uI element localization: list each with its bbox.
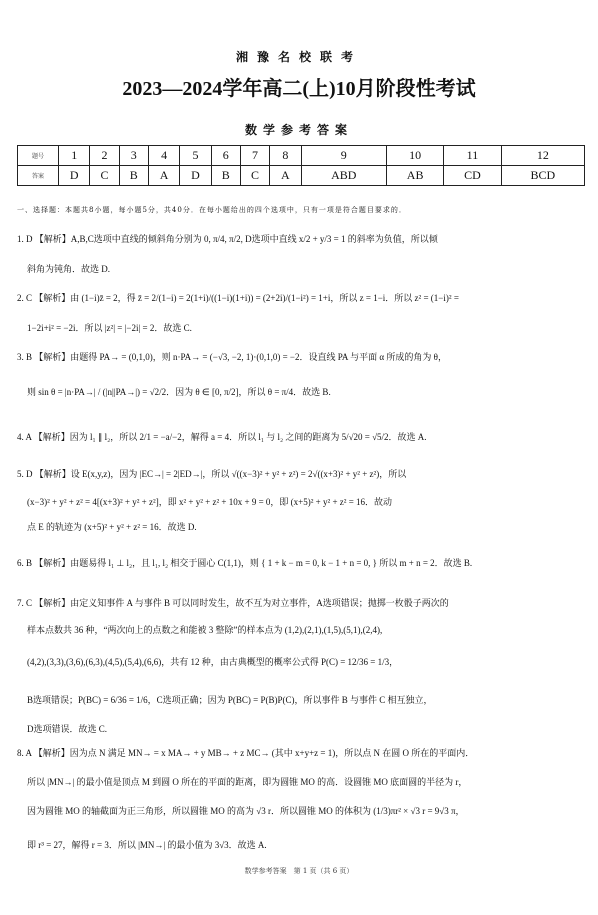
question-number: 5 xyxy=(180,146,211,166)
question-number: 2 xyxy=(90,146,119,166)
solution-2-line-2: 1−2i+i² = −2i．所以 |z²| = |−2i| = 2．故选 C. xyxy=(27,323,192,333)
solution-8-line-4: 即 r³ = 27，解得 r = 3．所以 |MN→| 的最小值为 3√3．故选 A. xyxy=(27,840,267,850)
question-number: 6 xyxy=(211,146,240,166)
answer-cell: C xyxy=(240,166,269,186)
solution-2-line-1: 2. C 【解析】由 (1−i)z̄ = 2，得 z̄ = 2/(1−i) = 2(1+i)/((1−i)(1+i)) = (2+2i)/(1−i²) = 1+i，所以 z = 1−i．所以 z² = (1−i)² = xyxy=(17,293,459,303)
question-number: 11 xyxy=(444,146,501,166)
section-heading: 一、选择题：本题共8小题，每小题5分，共40分．在每小题给出的四个选项中，只有一项是符合题目要求的． xyxy=(17,206,407,214)
solution-1-line-1: 1. D 【解析】A,B,C选项中直线的倾斜角分别为 0, π/4, π/2, D选项中直线 x/2 + y/3 = 1 的斜率为负值，所以倾 xyxy=(17,234,438,244)
solution-5-line-2: (x−3)² + y² + z² = 4[(x+3)² + y² + z²]，即 x² + y² + z² + 10x + 9 = 0，即 (x+5)² + y² + z² = 16．故动 xyxy=(27,497,393,507)
solution-5-line-3: 点 E 的轨迹为 (x+5)² + y² + z² = 16．故选 D. xyxy=(27,522,197,532)
exam-title: 2023—2024学年高二(上)10月阶段性考试 xyxy=(122,78,476,100)
question-number: 10 xyxy=(386,146,443,166)
solution-8-line-1: 8. A 【解析】因为点 N 满足 MN→ = x MA→ + y MB→ + z MC→ (其中 x+y+z = 1)，所以点 N 在圆 O 所在的平面内． xyxy=(17,748,475,758)
question-number-label: 题号 xyxy=(18,146,59,166)
exam-org-title: 湘豫名校联考 xyxy=(235,50,362,64)
answer-cell: ABD xyxy=(301,166,386,186)
answer-cell: D xyxy=(59,166,90,186)
question-number: 1 xyxy=(59,146,90,166)
answer-table-answer-row xyxy=(18,166,585,186)
question-number: 7 xyxy=(240,146,269,166)
answer-key-subtitle: 数学参考答案 xyxy=(244,123,353,137)
answer-cell: BCD xyxy=(501,166,584,186)
question-number: 12 xyxy=(501,146,584,166)
answer-cell: AB xyxy=(386,166,443,186)
page-footer: 数学参考答案 第 1 页（共 6 页） xyxy=(244,867,354,875)
answer-cell: C xyxy=(90,166,119,186)
question-number: 8 xyxy=(270,146,301,166)
solution-7-line-2: 样本点数共 36 种，“两次向上的点数之和能被 3 整除”的样本点为 (1,2),(2,1),(1,5),(5,1),(2,4), xyxy=(27,625,383,635)
answer-cell: D xyxy=(180,166,211,186)
answer-cell: CD xyxy=(444,166,501,186)
question-number: 9 xyxy=(301,146,386,166)
question-number: 3 xyxy=(119,146,148,166)
answer-cell: B xyxy=(119,166,148,186)
question-number: 4 xyxy=(148,146,179,166)
answer-cell: A xyxy=(148,166,179,186)
solution-7-line-5: D选项错误．故选 C. xyxy=(27,724,108,734)
solution-5-line-1: 5. D 【解析】设 E(x,y,z)，因为 |EC→| = 2|ED→|，所以 √((x−3)² + y² + z²) = 2√((x+3)² + y² + z²)，所以 xyxy=(17,469,407,479)
answer-table xyxy=(17,145,585,186)
answer-cell: A xyxy=(270,166,301,186)
solution-3-line-1: 3. B 【解析】由题得 PA→ = (0,1,0)，则 n·PA→ = (−√3, −2, 1)·(0,1,0) = −2．设直线 PA 与平面 α 所成的角为 θ， xyxy=(17,352,447,362)
solution-4-line-1: 4. A 【解析】因为 l₁ ∥ l₂，所以 2/1 = −a/−2，解得 a = 4．所以 l₁ 与 l₂ 之间的距离为 5/√20 = √5/2．故选 A. xyxy=(17,432,427,442)
solution-8-line-2: 所以 |MN→| 的最小值是顶点 M 到圆 O 所在的平面的距离，即为圆锥 MO 的高．设圆锥 MO 底面圆的半径为 r， xyxy=(27,777,468,787)
solution-8-line-3: 因为圆锥 MO 的轴截面为正三角形，所以圆锥 MO 的高为 √3 r．所以圆锥 MO 的体积为 (1/3)πr² × √3 r = 9√3 π， xyxy=(27,806,465,816)
solution-7-line-3: (4,2),(3,3),(3,6),(6,3),(4,5),(5,4),(6,6)，共有 12 种，由古典概型的概率公式得 P(C) = 12/36 = 1/3， xyxy=(27,657,399,667)
answer-cell: B xyxy=(211,166,240,186)
solution-6-line-1: 6. B 【解析】由题易得 l₁ ⊥ l₂，且 l₁, l₂ 相交于圆心 C(1,1)，则 { 1 + k − m = 0, k − 1 + n = 0, } 所以 m + n = 2．故选 B. xyxy=(17,558,473,568)
solution-7-line-4: B选项错误；P(BC) = 6/36 = 1/6，C选项正确；因为 P(BC) = P(B)P(C)，所以事件 B 与事件 C 相互独立， xyxy=(27,695,433,705)
solution-3-line-2: 则 sin θ = |n·PA→| / (|n||PA→|) = √2/2．因为 θ ∈ [0, π/2]，所以 θ = π/4．故选 B. xyxy=(27,387,331,397)
solution-1-line-2: 斜角为钝角．故选 D. xyxy=(27,264,110,274)
answer-label: 答案 xyxy=(18,166,59,186)
solution-7-line-1: 7. C 【解析】由定义知事件 A 与事件 B 可以同时发生，故不互为对立事件，A选项错误；抛掷一枚骰子两次的 xyxy=(17,598,449,608)
answer-table-number-row xyxy=(18,146,585,166)
